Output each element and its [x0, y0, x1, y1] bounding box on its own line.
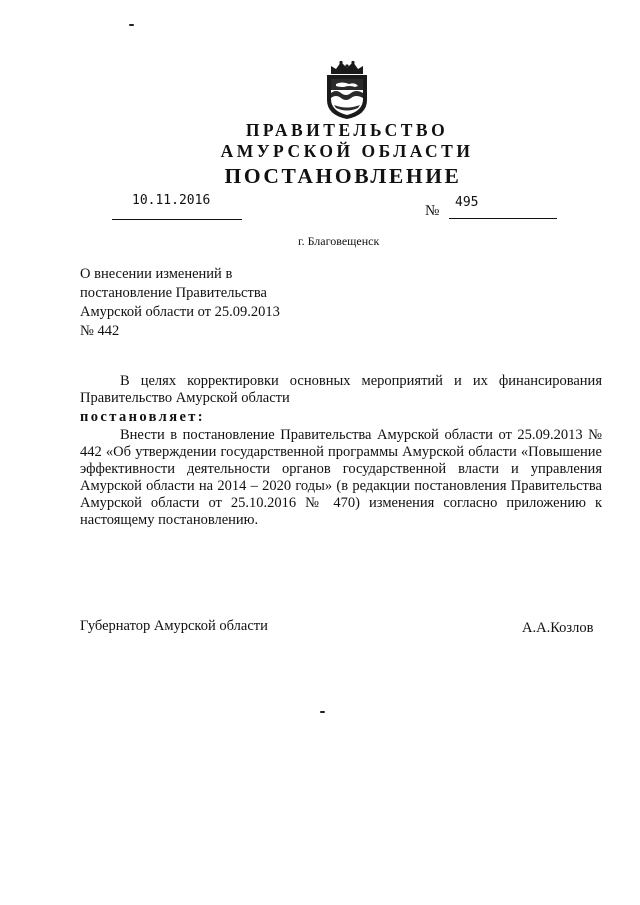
preamble-paragraph: В целях корректировки основных мероприятий и их финансирования Правительство Амурской области: [80, 373, 602, 406]
signatory-role: Губернатор Амурской области: [80, 618, 268, 634]
subject-block: [80, 265, 340, 341]
subject-line: № 442: [80, 323, 120, 339]
scan-speck: [320, 711, 325, 713]
number-sign: №: [425, 203, 440, 219]
city-name: г. Благовещенск: [298, 234, 380, 248]
signatory-name: А.А.Козлов: [522, 620, 594, 636]
number-underline: [449, 218, 557, 219]
scan-speck: [129, 24, 134, 26]
document-date: 10.11.2016: [132, 193, 211, 208]
org-name-line1: ПРАВИТЕЛЬСТВО: [245, 120, 449, 140]
document-type-title: ПОСТАНОВЛЕНИЕ: [224, 164, 462, 188]
document-number: 495: [455, 195, 479, 210]
number-field: [425, 195, 557, 219]
coat-of-arms-icon: [322, 60, 372, 120]
subject-line: постановление Правительства: [80, 285, 267, 301]
decree-word: постановляет:: [80, 409, 206, 425]
org-name-line2: АМУРСКОЙ ОБЛАСТИ: [220, 141, 474, 161]
operative-paragraph: Внести в постановление Правительства Амурской области от 25.09.2013 № 442 «Об утверждении государственной программы Амурской области «Повышение эффективности деятельности органов государственной власти и управления Амурской области на 2014 – 2020 годы» (в редакции постановления Правительства Амурской области от 25.10.2016 № 470) изменения согласно приложению к настоящему постановлению.: [80, 427, 602, 528]
subject-line: О внесении изменений в: [80, 266, 233, 282]
subject-line: Амурской области от 25.09.2013: [80, 304, 280, 320]
date-field: [112, 193, 242, 220]
